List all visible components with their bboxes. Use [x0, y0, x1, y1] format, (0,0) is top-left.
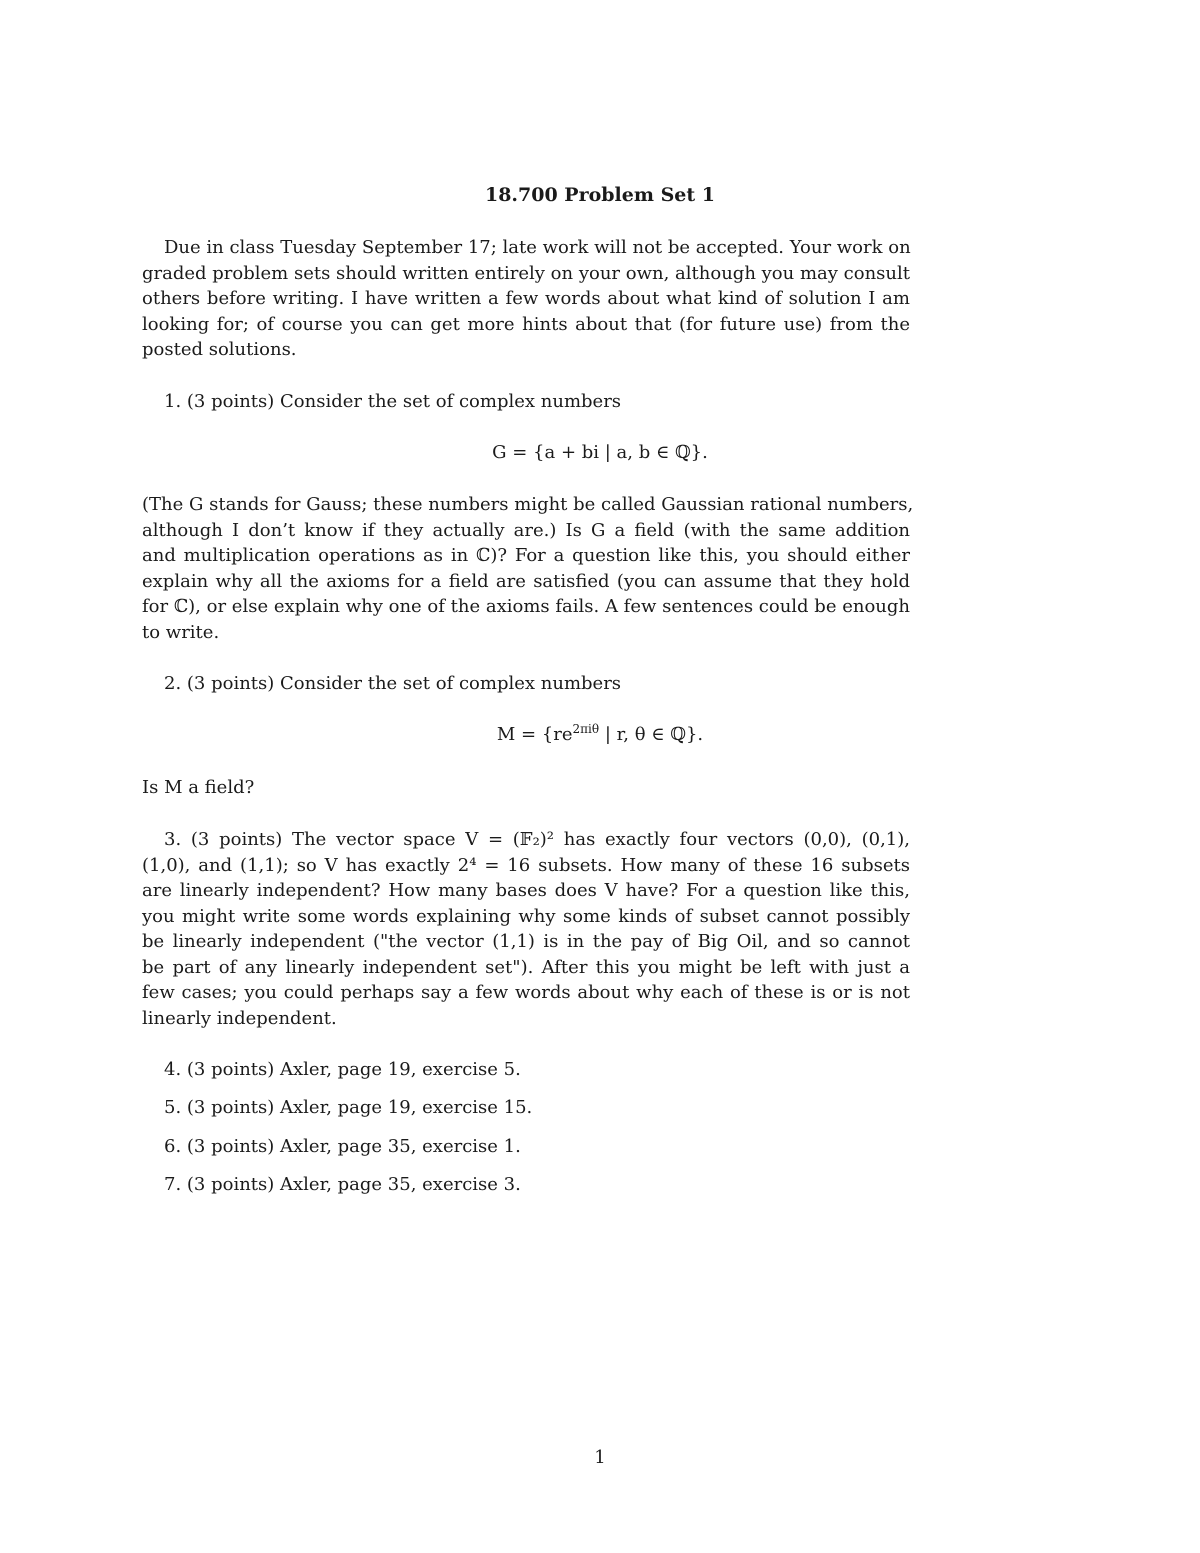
text-line: be part of any linearly independent set"). After this you might be left with just a: [142, 956, 910, 978]
problem-4: 4. (3 points) Axler, page 19, exercise 5.: [164, 1059, 521, 1080]
eq-exponent: 2πiθ: [572, 722, 600, 736]
text-line: (1,0), and (1,1); so V has exactly 2⁴ = 16 subsets. How many of these 16 subsets: [142, 854, 910, 876]
eq-pre: M = {re: [496, 724, 573, 745]
intro-paragraph: [142, 235, 910, 363]
problem-7: 7. (3 points) Axler, page 35, exercise 3.: [164, 1174, 521, 1195]
problem-1-body: [142, 492, 914, 645]
text-line: be linearly independent ("the vector (1,1) is in the pay of Big Oil, and so cannot: [142, 931, 910, 952]
text-line: although I don’t know if they actually are.) Is G a field (with the same addition: [142, 519, 910, 541]
text-line: linearly independent.: [142, 1007, 337, 1029]
problem-5: 5. (3 points) Axler, page 19, exercise 15.: [164, 1097, 533, 1118]
text-line: (The G stands for Gauss; these numbers might be called Gaussian rational numbers,: [142, 494, 914, 515]
text-line: explain why all the axioms for a field are satisfied (you can assume that they hold: [142, 570, 910, 592]
text-line: to write.: [142, 621, 220, 643]
problem-2-question: [142, 775, 910, 801]
text-line: few cases; you could perhaps say a few words about why each of these is or is not: [142, 982, 910, 1003]
text-line: Due in class Tuesday September 17; late work will not be accepted. Your work on: [164, 237, 911, 258]
problem-6: 6. (3 points) Axler, page 35, exercise 1.: [164, 1136, 521, 1157]
page-number: 1: [594, 1447, 606, 1468]
text-line: you might write some words explaining why some kinds of subset cannot possibly: [142, 905, 910, 927]
text-line: 2. (3 points) Consider the set of complex numbers: [164, 673, 622, 694]
text-line: Is M a field?: [142, 777, 255, 798]
text-line: are linearly independent? How many bases does V have? For a question like this,: [142, 880, 910, 901]
text-line: for ℂ), or else explain why one of the axioms fails. A few sentences could be enough: [142, 596, 910, 617]
problem-2-equation: [0, 724, 1200, 745]
text-line: 1. (3 points) Consider the set of complex numbers: [164, 391, 622, 412]
text-line: looking for; of course you can get more hints about that (for future use) from the: [142, 313, 910, 335]
problem-set-title: 18.700 Problem Set 1: [484, 184, 716, 206]
text-line: and multiplication operations as in ℂ)? For a question like this, you should either: [142, 545, 910, 566]
problem-1-lead: [142, 389, 910, 415]
problem-3-paragraph: [142, 827, 910, 1031]
problem-2-lead: [142, 671, 910, 697]
text-line: 3. (3 points) The vector space V = (𝔽₂)² has exactly four vectors (0,0), (0,1),: [164, 829, 910, 850]
text-line: others before writing. I have written a few words about what kind of solution I am: [142, 288, 910, 309]
text-line: graded problem sets should written entirely on your own, although you may consult: [142, 262, 910, 284]
problem-1-equation: G = {a + bi | a, b ∈ ℚ}.: [492, 442, 708, 463]
eq-post: | r, θ ∈ ℚ}.: [599, 724, 704, 745]
text-line: posted solutions.: [142, 339, 297, 360]
